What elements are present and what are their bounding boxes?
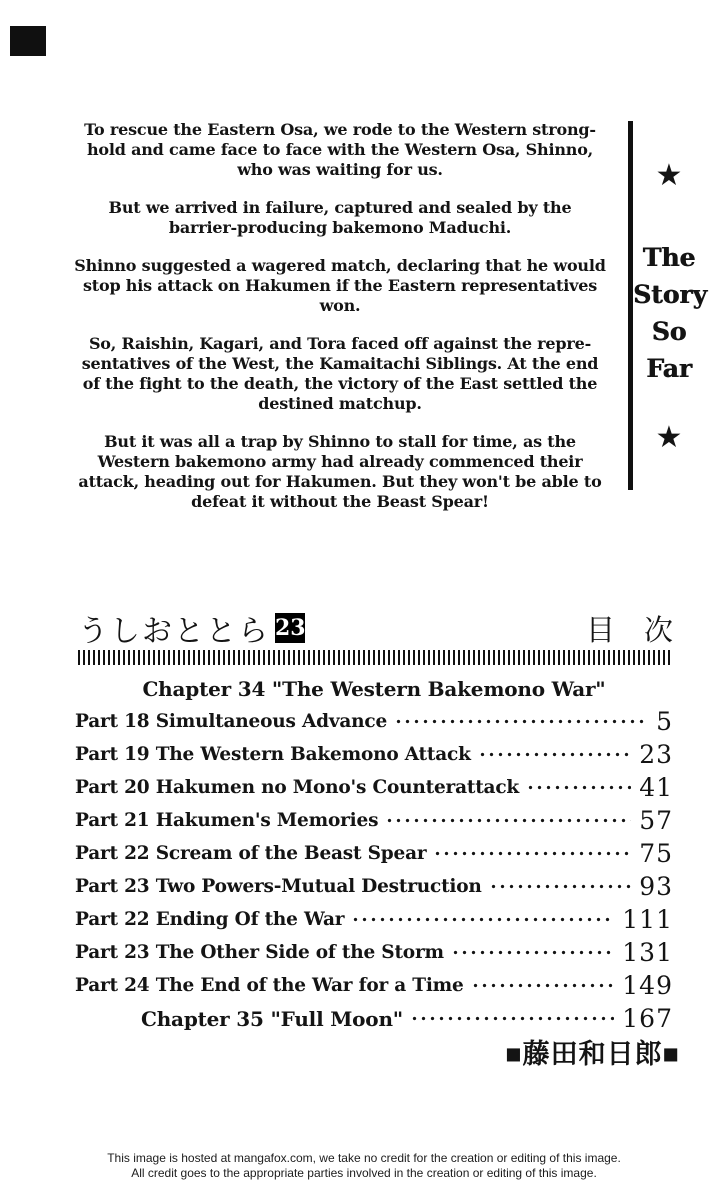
toc-entry-label: Part 24 The End of the War for a Time (75, 975, 464, 996)
dot-leader (471, 969, 615, 1002)
toc-page-number: 149 (622, 971, 673, 1000)
volume-number-badge: 23 (275, 615, 306, 641)
hosting-credit-line: All credit goes to the appropriate parties involved in the creation or editing of this image. (131, 1166, 597, 1180)
story-paragraph: But it was all a trap by Shinno to stall for time, as the Western bakemono army had already commenced their attack, heading out for Hakumen. But they won't be able to defeat it without the Beast Spear! (78, 432, 602, 511)
toc-page-number: 131 (622, 938, 673, 967)
dot-leader (489, 870, 632, 903)
story-paragraph: But we arrived in failure, captured and sealed by the barrier-producing bakemono Maduchi. (108, 198, 572, 237)
story-so-far-title (633, 239, 705, 387)
star-icon: ★ (655, 420, 683, 455)
toc-entry-label: Part 22 Ending Of the War (75, 909, 345, 930)
scan-corner-mark (10, 26, 46, 56)
story-paragraph: So, Raishin, Kagari, and Tora faced off against the repre- sentatives of the West, the Kamaitachi Siblings. At the end of the fight to the death, the victory of the East settled the destined matchup. (81, 334, 599, 413)
toc-page-number: 111 (622, 905, 673, 934)
toc-entry-label: Chapter 35 "Full Moon" (141, 1006, 404, 1031)
dot-leader (410, 1002, 614, 1035)
series-title (78, 606, 305, 650)
story-so-far-word: So (651, 317, 687, 346)
toc-entry-label: Part 19 The Western Bakemono Attack (75, 744, 471, 765)
toc-page-number: 5 (656, 707, 673, 736)
toc-entry-label: Part 20 Hakumen no Mono's Counterattack (75, 777, 520, 798)
story-so-far-word: Story (633, 280, 707, 309)
dot-leader (451, 936, 614, 969)
toc-page-number: 41 (639, 773, 673, 802)
story-so-far-sidebar (633, 121, 705, 490)
toc-row (75, 837, 673, 870)
dot-leader (433, 837, 631, 870)
toc-entry-label: Part 22 Scream of the Beast Spear (75, 843, 427, 864)
series-title-text: うしおととら (78, 615, 270, 648)
toc-row (75, 672, 673, 705)
toc-row (75, 705, 673, 738)
toc-row (75, 870, 673, 903)
author-credit: ■藤田和日郎■ (505, 1039, 680, 1069)
story-so-far-word: The (642, 243, 696, 272)
toc-entry-label: Chapter 34 "The Western Bakemono War" (142, 676, 606, 701)
dot-leader (478, 738, 631, 771)
dot-leader (385, 804, 631, 837)
contents-label: 目 次 (585, 614, 673, 647)
hosting-credit (0, 1151, 728, 1181)
table-of-contents (75, 672, 673, 1035)
toc-row (75, 771, 673, 804)
story-so-far-word: Far (646, 354, 692, 383)
story-so-far-text (64, 120, 616, 530)
toc-page-number: 75 (639, 839, 673, 868)
dot-leader (351, 903, 614, 936)
toc-row (75, 936, 673, 969)
toc-entry-label: Part 23 The Other Side of the Storm (75, 942, 444, 963)
barcode-divider (78, 650, 673, 665)
toc-entry-label: Part 18 Simultaneous Advance (75, 711, 388, 732)
dot-leader (394, 705, 648, 738)
toc-row (75, 804, 673, 837)
toc-entry-label: Part 21 Hakumen's Memories (75, 810, 379, 831)
story-paragraph: Shinno suggested a wagered match, declaring that he would stop his attack on Hakumen if the Eastern representatives won. (74, 256, 606, 315)
toc-page-number: 167 (622, 1004, 673, 1033)
toc-page-number: 93 (639, 872, 673, 901)
hosting-credit-line: This image is hosted at mangafox.com, we take no credit for the creation or editing of this image. (107, 1151, 621, 1165)
toc-entry-label: Part 23 Two Powers-Mutual Destruction (75, 876, 482, 897)
dot-leader (526, 771, 631, 804)
story-paragraph: To rescue the Eastern Osa, we rode to the Western strong- hold and came face to face with the Western Osa, Shinno, who was waiting for us. (84, 120, 596, 179)
toc-row (75, 969, 673, 1002)
toc-page-number: 23 (639, 740, 673, 769)
contents-header (78, 609, 673, 647)
toc-row (75, 1002, 673, 1035)
toc-page-number: 57 (639, 806, 673, 835)
toc-row (75, 738, 673, 771)
star-icon: ★ (655, 158, 683, 193)
toc-row (75, 903, 673, 936)
